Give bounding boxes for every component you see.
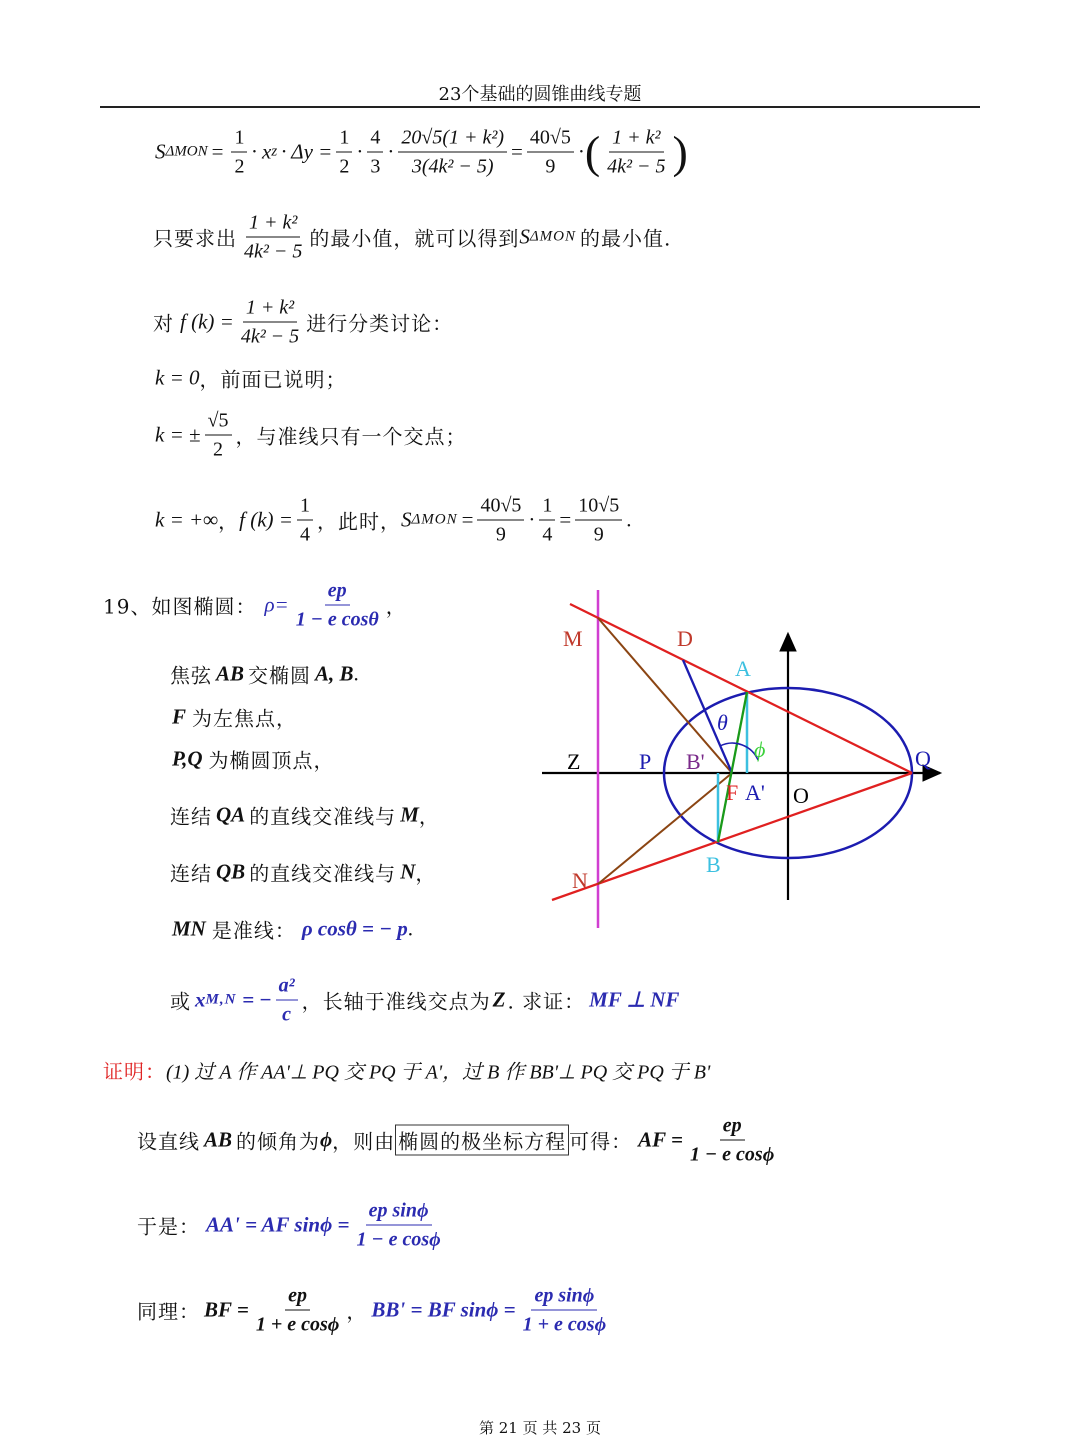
den: 3	[370, 155, 381, 178]
text: ，则由	[332, 1129, 396, 1154]
num: ep sinϕ	[366, 1199, 432, 1226]
den: 1 + e cosϕ	[255, 1313, 340, 1336]
math: BB' = BF sinϕ =	[371, 1297, 516, 1322]
math: Z	[492, 987, 506, 1012]
equals: =	[511, 139, 523, 164]
rho: ρ=	[264, 592, 289, 617]
label-O: O	[793, 783, 809, 808]
paren: (	[584, 126, 601, 177]
math: QB	[216, 859, 246, 884]
text: 于是：	[137, 1214, 200, 1239]
num: 1	[539, 494, 555, 521]
fk: f (k) =	[239, 507, 293, 532]
subscript: ΔMON	[411, 511, 458, 528]
label-A-prime: A'	[745, 780, 765, 805]
math: k = +∞	[155, 507, 219, 532]
text: 的倾角为	[236, 1129, 321, 1154]
goal: MF ⊥ NF	[589, 987, 680, 1012]
subscript: ΔMON	[165, 143, 208, 160]
num: 20√5(1 + k²)	[398, 126, 507, 153]
num: ep	[285, 1284, 310, 1311]
period: .	[626, 507, 632, 532]
text: 交椭圆	[248, 663, 312, 688]
num: 1 + k²	[243, 296, 297, 323]
num: ep	[325, 579, 350, 606]
label-Z: Z	[567, 749, 581, 774]
text: ，此时，	[316, 509, 401, 534]
den: 4k² − 5	[244, 240, 303, 263]
subscript: ΔMON	[529, 228, 577, 245]
math: N	[400, 859, 416, 884]
num: a²	[276, 974, 298, 1001]
num: ep sinϕ	[531, 1284, 597, 1311]
text: 19、如图椭圆：	[103, 594, 257, 619]
text: 为椭圆顶点，	[208, 748, 335, 773]
math: AB	[204, 1127, 233, 1152]
text: 只要求出	[153, 226, 237, 251]
dot: ·	[387, 139, 395, 164]
den: 2	[213, 438, 224, 461]
label-theta: θ	[717, 710, 728, 735]
s-symbol: S	[155, 139, 166, 164]
text: (1) 过 A 作 AA'⊥ PQ 交 PQ 于 A'，过 B 作 BB'⊥ PQ 交 PQ 于 B'	[166, 1061, 711, 1084]
num: 1	[336, 126, 352, 153]
num: 40√5	[477, 494, 524, 521]
text: ，前面已说明；	[199, 367, 347, 392]
text: . 求证：	[507, 989, 586, 1014]
text: 焦弦	[170, 663, 212, 688]
text: 连结	[170, 804, 212, 829]
math: AA' = AF sinϕ =	[206, 1212, 350, 1237]
den: 3(4k² − 5)	[411, 155, 494, 178]
text: 的直线交准线与	[249, 804, 397, 829]
label-phi: ϕ	[754, 737, 766, 762]
num: 40√5	[527, 126, 574, 153]
den: 4k² − 5	[240, 325, 300, 348]
label-M: M	[563, 626, 583, 651]
den: 9	[495, 523, 506, 546]
math: AF =	[638, 1127, 684, 1152]
dot: ·	[528, 507, 536, 532]
text: 对	[153, 311, 174, 336]
label-B-prime: B'	[686, 749, 705, 774]
label-P: P	[639, 749, 652, 774]
math: x	[195, 987, 206, 1012]
math: MN	[172, 916, 206, 941]
text: 可得：	[569, 1129, 633, 1154]
math: P,Q	[172, 746, 203, 771]
den: 4k² − 5	[607, 155, 666, 178]
label-Q: Q	[915, 746, 931, 771]
math: F	[172, 704, 187, 729]
label-B: B	[706, 852, 721, 877]
num: 1	[297, 494, 313, 521]
line-MF	[598, 618, 732, 773]
text: 的最小值.	[580, 226, 672, 251]
text: 的最小值，就可以得到	[309, 226, 520, 251]
den: 1 − e cosθ	[295, 608, 379, 631]
directrix-equation: ρ cosθ = − p	[301, 916, 408, 941]
math: M	[400, 802, 419, 827]
subscript: z	[271, 143, 278, 160]
fk: f (k) =	[180, 309, 234, 334]
text: ，	[418, 804, 440, 829]
num: 1 + k²	[246, 211, 300, 238]
math: QA	[216, 802, 246, 827]
text: ，	[385, 594, 407, 619]
math: AB	[216, 661, 245, 686]
page-footer: 第 21 页 共 23 页	[478, 1419, 601, 1437]
math: ϕ	[320, 1127, 333, 1152]
text: 为左焦点，	[192, 706, 298, 731]
den: 1 − e cosϕ	[690, 1143, 775, 1166]
den: 1 + e cosϕ	[522, 1313, 607, 1336]
label-N: N	[572, 868, 588, 893]
den: 2	[234, 155, 245, 178]
label-A: A	[735, 656, 751, 681]
den: 1 − e cosϕ	[356, 1228, 441, 1251]
equals: =	[461, 507, 474, 532]
label-F: F	[726, 780, 739, 805]
dot: ·	[356, 139, 364, 164]
num: √5	[205, 409, 232, 436]
den: 9	[545, 155, 556, 178]
den: 4	[299, 523, 310, 546]
equals: =	[559, 507, 572, 532]
text: 连结	[170, 861, 212, 886]
text: 或	[170, 989, 191, 1014]
den: 4	[542, 523, 553, 546]
equals: =	[211, 139, 224, 164]
s-symbol: S	[519, 224, 530, 249]
dy-term: · Δy =	[281, 139, 333, 164]
math: = −	[242, 987, 272, 1012]
num: 10√5	[575, 494, 622, 521]
text: 进行分类讨论：	[306, 311, 454, 336]
text: 设直线	[137, 1129, 200, 1154]
num: 1 + k²	[609, 126, 663, 153]
text: 的直线交准线与	[249, 861, 397, 886]
den: 2	[339, 155, 350, 178]
paren: )	[672, 126, 688, 177]
text: .	[407, 916, 413, 941]
text: ，	[415, 861, 437, 886]
dot: ·	[577, 139, 585, 164]
math: k = 0	[155, 365, 200, 390]
math: A, B	[315, 661, 354, 686]
num: 4	[367, 126, 383, 153]
num: ep	[720, 1114, 745, 1141]
boxed-term: 椭圆的极坐标方程	[395, 1125, 569, 1156]
math: BF =	[204, 1297, 249, 1322]
text: 同理：	[137, 1299, 200, 1324]
den: c	[282, 1003, 292, 1026]
text: .	[353, 661, 359, 686]
num: 1	[231, 126, 247, 153]
text: ，长轴于准线交点为	[301, 989, 491, 1014]
math: k = ±	[155, 422, 201, 447]
subscript: M,N	[205, 991, 237, 1008]
proof-label: 证明：	[103, 1059, 166, 1084]
den: 9	[593, 523, 604, 546]
label-D: D	[677, 626, 693, 651]
text: ，	[218, 509, 240, 534]
page-header: 23个基础的圆锥曲线专题	[438, 84, 642, 105]
text: ，	[346, 1299, 368, 1324]
line-QM	[570, 604, 912, 773]
text: 是准线：	[211, 918, 296, 943]
s-symbol: S	[400, 507, 412, 532]
text: ，与准线只有一个交点；	[235, 424, 467, 449]
x-term: · x	[251, 139, 272, 164]
